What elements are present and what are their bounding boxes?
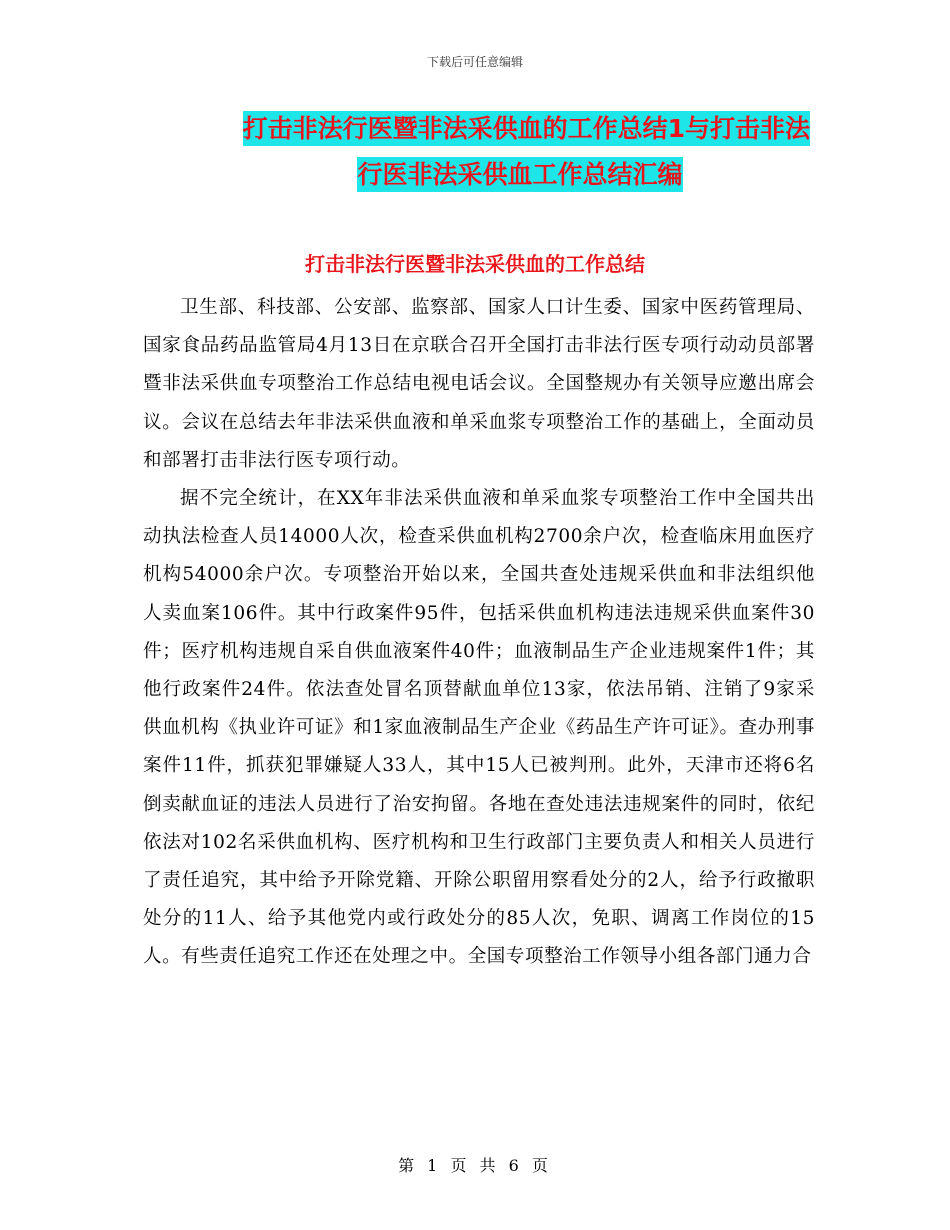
paragraph: 卫生部、科技部、公安部、监察部、国家人口计生委、国家中医药管理局、国家食品药品监管局4月13日在京联合召开全国打击非法行医专项行动动员部署暨非法采供血专项整治工作总结电视电话会议。全国整规办有关领导应邀出席会议。会议在总结去年非法采供血液和单采血浆专项整治工作的基础上，全面动员和部署打击非法行医专项行动。: [143, 297, 815, 471]
main-title-line-2: [140, 152, 810, 198]
header-note: 下载后可任意编辑: [426, 55, 523, 69]
section-title: 打击非法行医暨非法采供血的工作总结: [305, 252, 645, 276]
body-text: [143, 289, 815, 977]
paragraph: 据不完全统计，在XX年非法采供血液和单采血浆专项整治工作中全国共出动执法检查人员14000人次，检查采供血机构2700余户次，检查临床用血医疗机构54000余户次。专项整治开始以来，全国共查处违规采供血和非法组织他人卖血案106件。其中行政案件95件，包括采供血机构违法违规采供血案件30件；医疗机构违规自采自供血液案件40件；血液制品生产企业违规案件1件；其他行政案件24件。依法查处冒名顶替献血单位13家，依法吊销、注销了9家采供血机构《执业许可证》和1家血液制品生产企业《药品生产许可证》。查办刑事案件11件，抓获犯罪嫌疑人33人，其中15人已被判刑。此外，天津市还将6名倒卖献血证的违法人员进行了治安拘留。各地在查处违法违规案件的同时，依纪依法对102名采供血机构、医疗机构和卫生行政部门主要负责人和相关人员进行了责任追究，其中给予开除党籍、开除公职留用察看处分的2人，给予行政撤职处分的11人、给予其他党内或行政处分的85人次，免职、调离工作岗位的15人。有些责任追究工作还在处理之中。全国专项整治工作领导小组各部门通力合: [143, 488, 815, 968]
main-title-line-1: [140, 106, 810, 152]
main-title-line-2-text: 行医非法采供血工作总结汇编: [357, 157, 682, 192]
page-footer: 第 1 页 共 6 页: [398, 1156, 552, 1175]
main-title-line-1-text: 打击非法行医暨非法采供血的工作总结1与打击非法: [243, 111, 810, 146]
main-title: [140, 106, 810, 198]
